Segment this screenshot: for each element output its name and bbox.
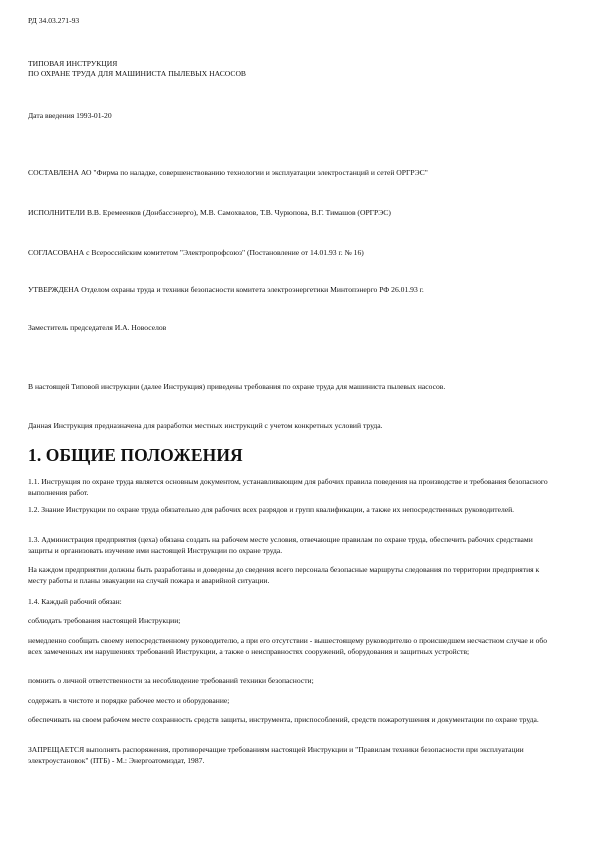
doc-executors: ИСПОЛНИТЕЛИ В.В. Еремеенков (Донбассэнерго), М.В. Самохвалов, Т.В. Чурюпова, В.Г. Тимашов (ОРГРЭС) [28, 208, 391, 217]
forbidden-paragraph: ЗАПРЕЩАЕТСЯ выполнять распоряжения, противоречащие требованиям настоящей Инструкции и "Правилам техники безопасности при эксплуатации электроустановок" (ПТБ) - М.: Энергоатомиздат, 1987. [28, 745, 524, 765]
intro-paragraph-1: В настоящей Типовой инструкции (далее Инструкция) приведены требования по охране труда для машиниста пылевых насосов. [28, 382, 446, 391]
doc-title-line-1: ТИПОВАЯ ИНСТРУКЦИЯ [28, 59, 118, 68]
paragraph-1-1: 1.1. Инструкция по охране труда является основным документом, устанавливающим для рабочих правила поведения на производстве и требования безопасного выполнения работ. [28, 477, 548, 497]
paragraph-1-4: 1.4. Каждый рабочий обязан: [28, 597, 122, 606]
duty-item-3: помнить о личной ответственности за несоблюдение требований техники безопасности; [28, 676, 314, 685]
paragraph-1-2: 1.2. Знание Инструкции по охране труда обязательно для рабочих всех разрядов и групп квалификации, а также их непосредственных руководителей. [28, 505, 515, 514]
duty-item-2: немедленно сообщать своему непосредственному руководителю, а при его отсутствии - вышестоящему руководителю о происшедшем несчастном случае и обо всех замеченных им нарушениях требований Инструкции, а также о неисправностях сооружений, оборудования и защитных устройств; [28, 636, 548, 656]
duty-item-5: обеспечивать на своем рабочем месте сохранность средств защиты, инструмента, приспособлений, средств пожаротушения и документации по охране труда. [28, 715, 539, 724]
intro-paragraph-2: Данная Инструкция предназначена для разработки местных инструкций с учетом конкретных условий труда. [28, 421, 383, 430]
doc-date: Дата введения 1993-01-20 [28, 111, 112, 120]
duty-item-1: соблюдать требования настоящей Инструкции; [28, 616, 181, 625]
doc-composed: СОСТАВЛЕНА АО "Фирма по наладке, совершенствованию технологии и эксплуатации электростанций и сетей ОРГРЭС" [28, 168, 428, 177]
doc-agreed: СОГЛАСОВАНА с Всероссийским комитетом "Электропрофсоюз" (Постановление от 14.01.93 г. № 16) [28, 248, 364, 257]
doc-deputy: Заместитель председателя И.А. Новоселов [28, 323, 167, 332]
doc-title-line-2: ПО ОХРАНЕ ТРУДА ДЛЯ МАШИНИСТА ПЫЛЕВЫХ НАСОСОВ [28, 69, 246, 78]
doc-code: РД 34.03.271-93 [28, 16, 80, 25]
paragraph-1-3-routes: На каждом предприятии должны быть разработаны и доведены до сведения всего персонала безопасные маршруты следования по территории предприятия к месту работы и планы эвакуации на случай пожара и аварийной ситуации. [28, 565, 540, 585]
doc-approved: УТВЕРЖДЕНА Отделом охраны труда и техники безопасности комитета электроэнергетики Минтопэнерго РФ 26.01.93 г. [28, 285, 424, 294]
paragraph-1-3: 1.3. Администрация предприятия (цеха) обязана создать на рабочем месте условия, отвечающие правилам по охране труда, обеспечить рабочих средствами защиты и организовать изучение ими настоящей Инструкции по охране труда. [28, 535, 533, 555]
section-1-heading: 1. ОБЩИЕ ПОЛОЖЕНИЯ [28, 445, 243, 465]
duty-item-4: содержать в чистоте и порядке рабочее место и оборудование; [28, 696, 230, 705]
